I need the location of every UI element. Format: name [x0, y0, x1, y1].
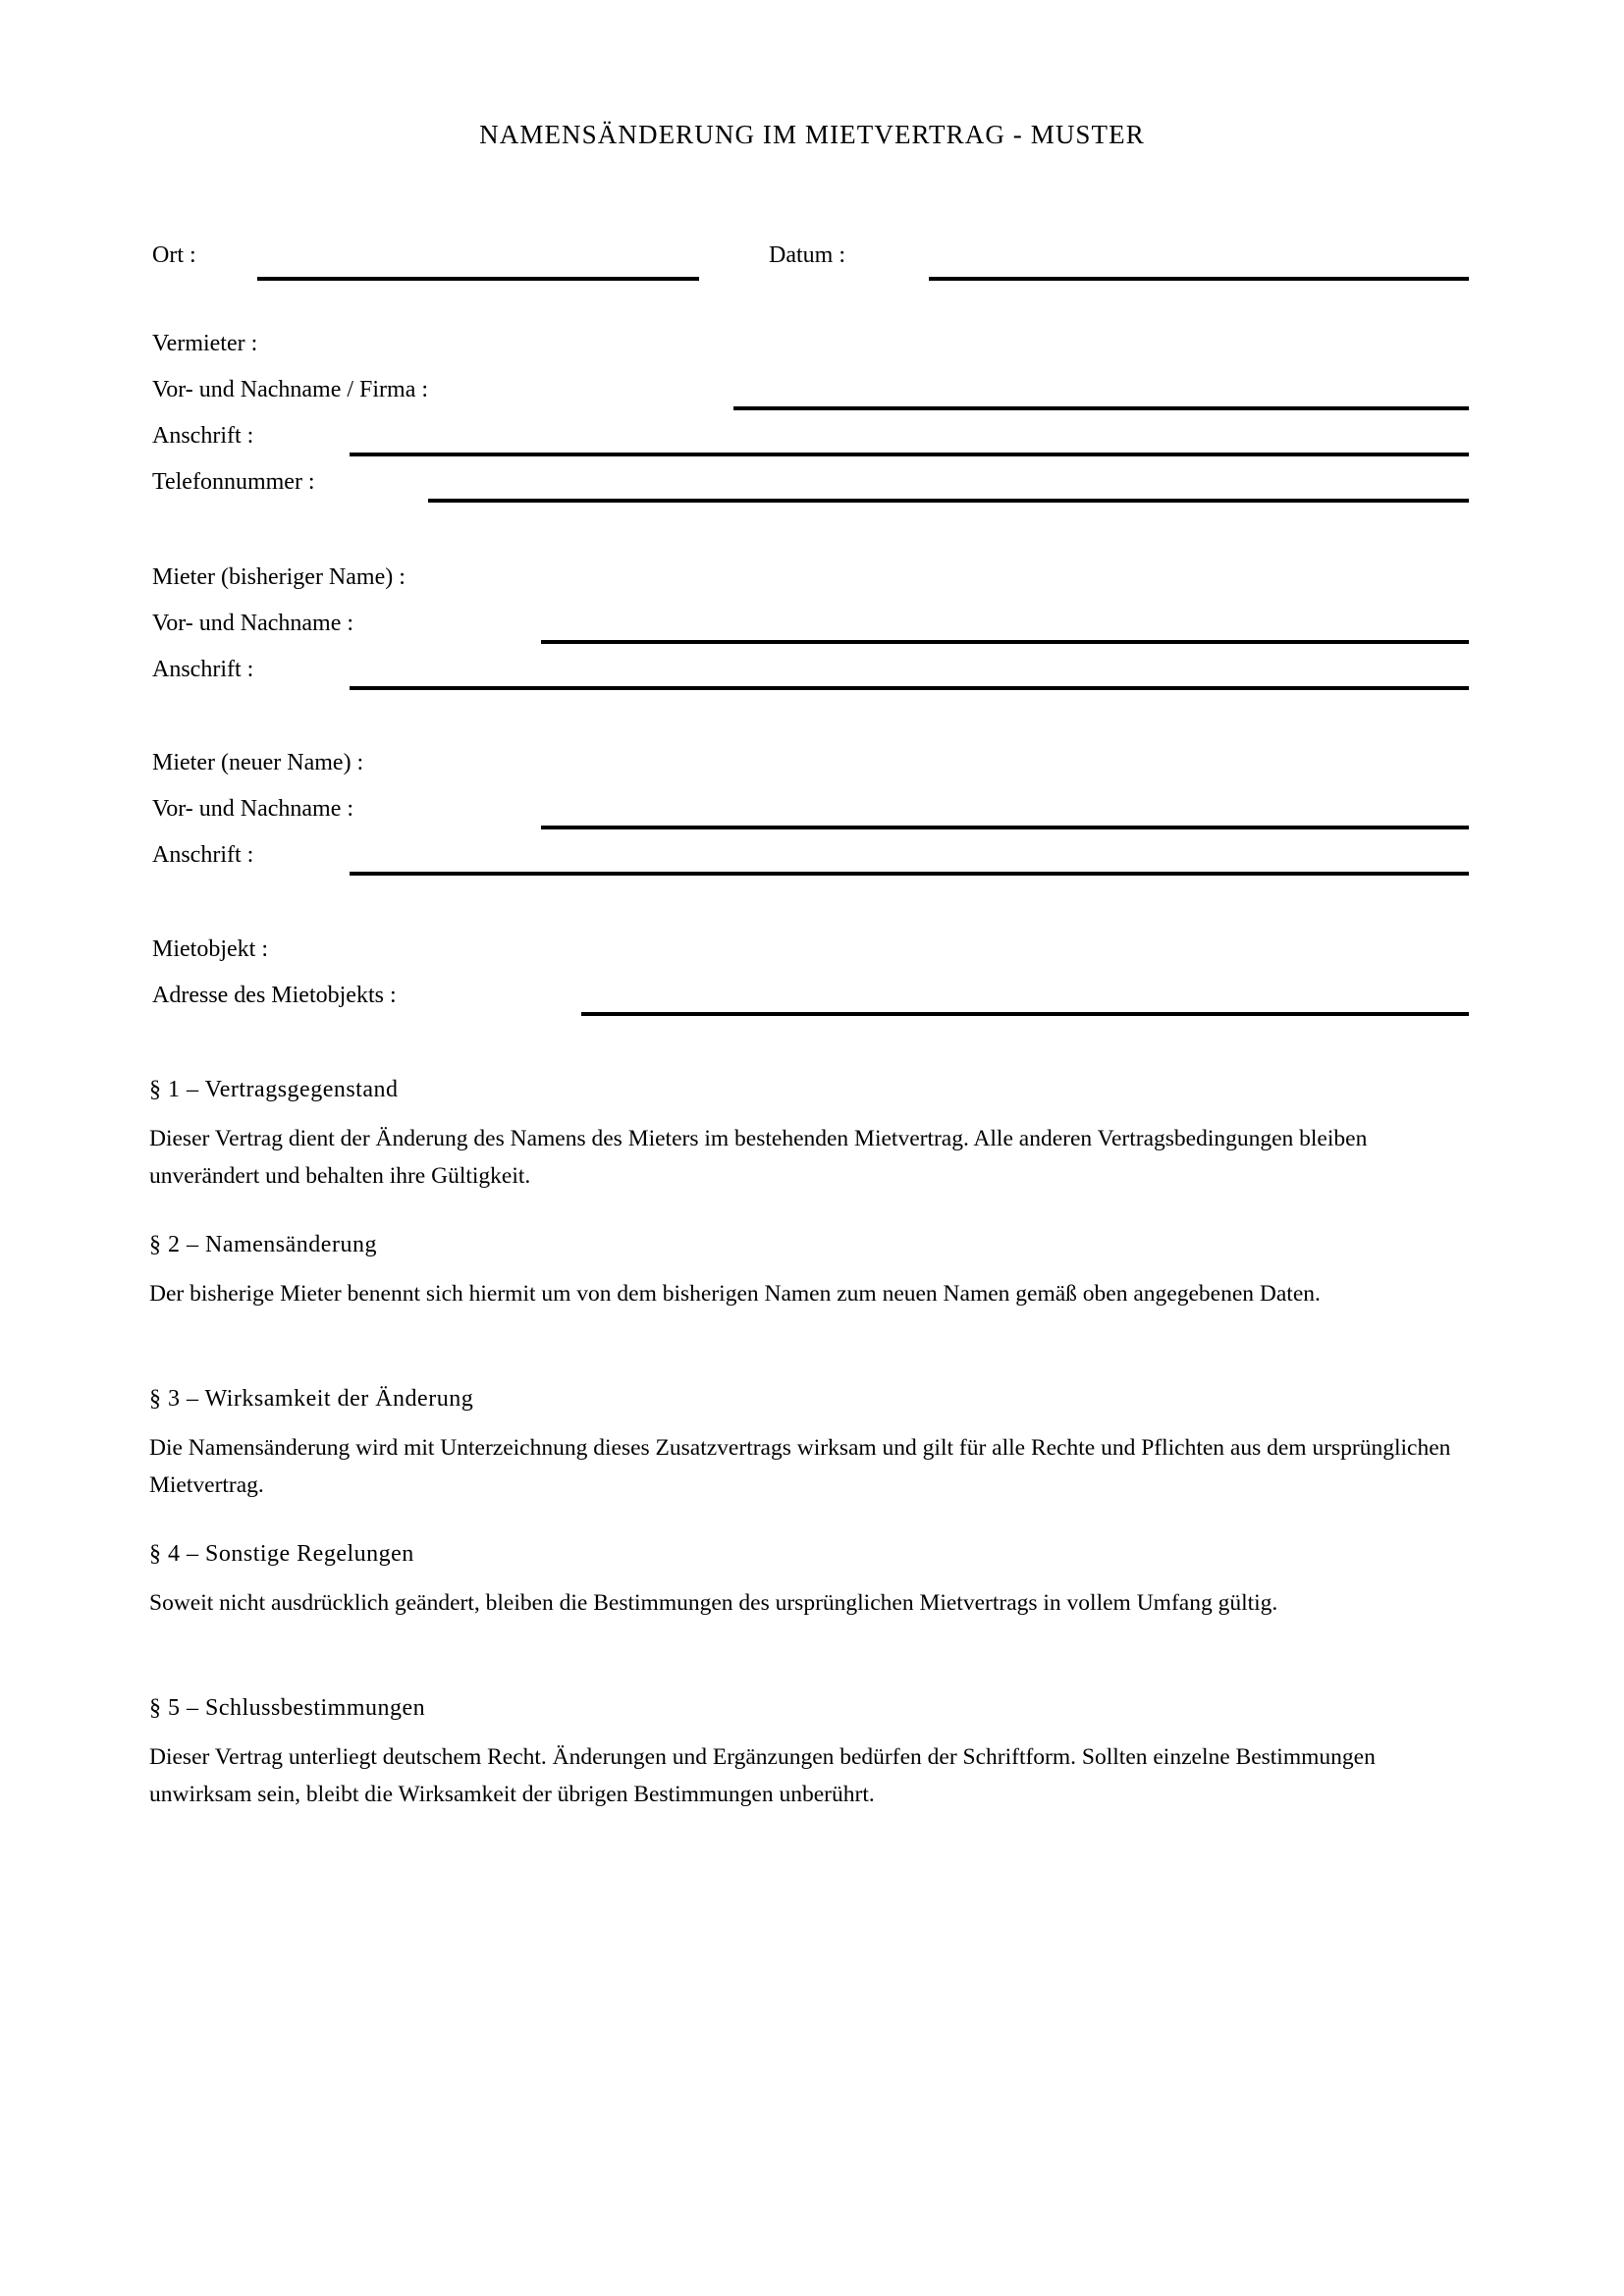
section-5: [149, 1693, 1473, 1813]
landlord-phone-label: Telefonnummer :: [152, 469, 315, 495]
section-1-heading: § 1 – Vertragsgegenstand: [149, 1077, 399, 1102]
section-5-heading: § 5 – Schlussbestimmungen: [149, 1695, 426, 1721]
tenant-new-address-label: Anschrift :: [152, 842, 254, 868]
property-address-rule[interactable]: [581, 1012, 1469, 1016]
tenant-new-name-rule[interactable]: [541, 826, 1469, 829]
landlord-address-rule[interactable]: [350, 453, 1469, 456]
section-3-heading: § 3 – Wirksamkeit der Änderung: [149, 1386, 474, 1412]
property-address-label: Adresse des Mietobjekts :: [152, 983, 397, 1008]
property-heading: Mietobjekt :: [152, 936, 268, 962]
tenant-new-address-rule[interactable]: [350, 872, 1469, 876]
section-4-body: Soweit nicht ausdrücklich geändert, bleiben die Bestimmungen des ursprünglichen Mietvertrags in vollem Umfang gültig.: [149, 1590, 1278, 1616]
section-1-body: Dieser Vertrag dient der Änderung des Namens des Mieters im bestehenden Mietvertrag. Alle anderen Vertragsbedingungen bleiben unverändert und behalten ihre Gültigkeit.: [149, 1126, 1368, 1189]
date-label: Datum :: [769, 242, 845, 268]
section-3: [149, 1384, 1473, 1504]
tenant-old-heading: Mieter (bisheriger Name) :: [152, 564, 406, 590]
landlord-phone-rule[interactable]: [428, 499, 1469, 503]
section-2-body: Der bisherige Mieter benennt sich hiermit um von dem bisherigen Namen zum neuen Namen gemäß oben angegebenen Daten.: [149, 1281, 1321, 1307]
section-4-heading: § 4 – Sonstige Regelungen: [149, 1541, 414, 1567]
landlord-name-rule[interactable]: [733, 406, 1469, 410]
place-label: Ort :: [152, 242, 196, 268]
section-5-body: Dieser Vertrag unterliegt deutschem Recht. Änderungen und Ergänzungen bedürfen der Schriftform. Sollten einzelne Bestimmungen unwirksam sein, bleibt die Wirksamkeit der übrigen Bestimmungen unberührt.: [149, 1744, 1376, 1807]
landlord-name-label: Vor- und Nachname / Firma :: [152, 377, 429, 402]
section-4: [149, 1539, 1473, 1622]
tenant-new-heading: Mieter (neuer Name) :: [152, 750, 364, 775]
place-input-rule[interactable]: [257, 277, 699, 281]
tenant-old-name-rule[interactable]: [541, 640, 1469, 644]
tenant-old-address-rule[interactable]: [350, 686, 1469, 690]
section-1: [149, 1075, 1473, 1195]
date-input-rule[interactable]: [929, 277, 1469, 281]
tenant-old-name-label: Vor- und Nachname :: [152, 611, 354, 636]
page-title: NAMENSÄNDERUNG IM MIETVERTRAG - MUSTER: [479, 120, 1145, 149]
landlord-heading: Vermieter :: [152, 331, 258, 356]
section-2: [149, 1230, 1473, 1312]
tenant-old-address-label: Anschrift :: [152, 657, 254, 682]
section-2-heading: § 2 – Namensänderung: [149, 1232, 377, 1257]
section-3-body: Die Namensänderung wird mit Unterzeichnung dieses Zusatzvertrags wirksam und gilt für alle Rechte und Pflichten aus dem ursprünglichen Mietvertrag.: [149, 1435, 1451, 1498]
landlord-address-label: Anschrift :: [152, 423, 254, 449]
tenant-new-name-label: Vor- und Nachname :: [152, 796, 354, 822]
